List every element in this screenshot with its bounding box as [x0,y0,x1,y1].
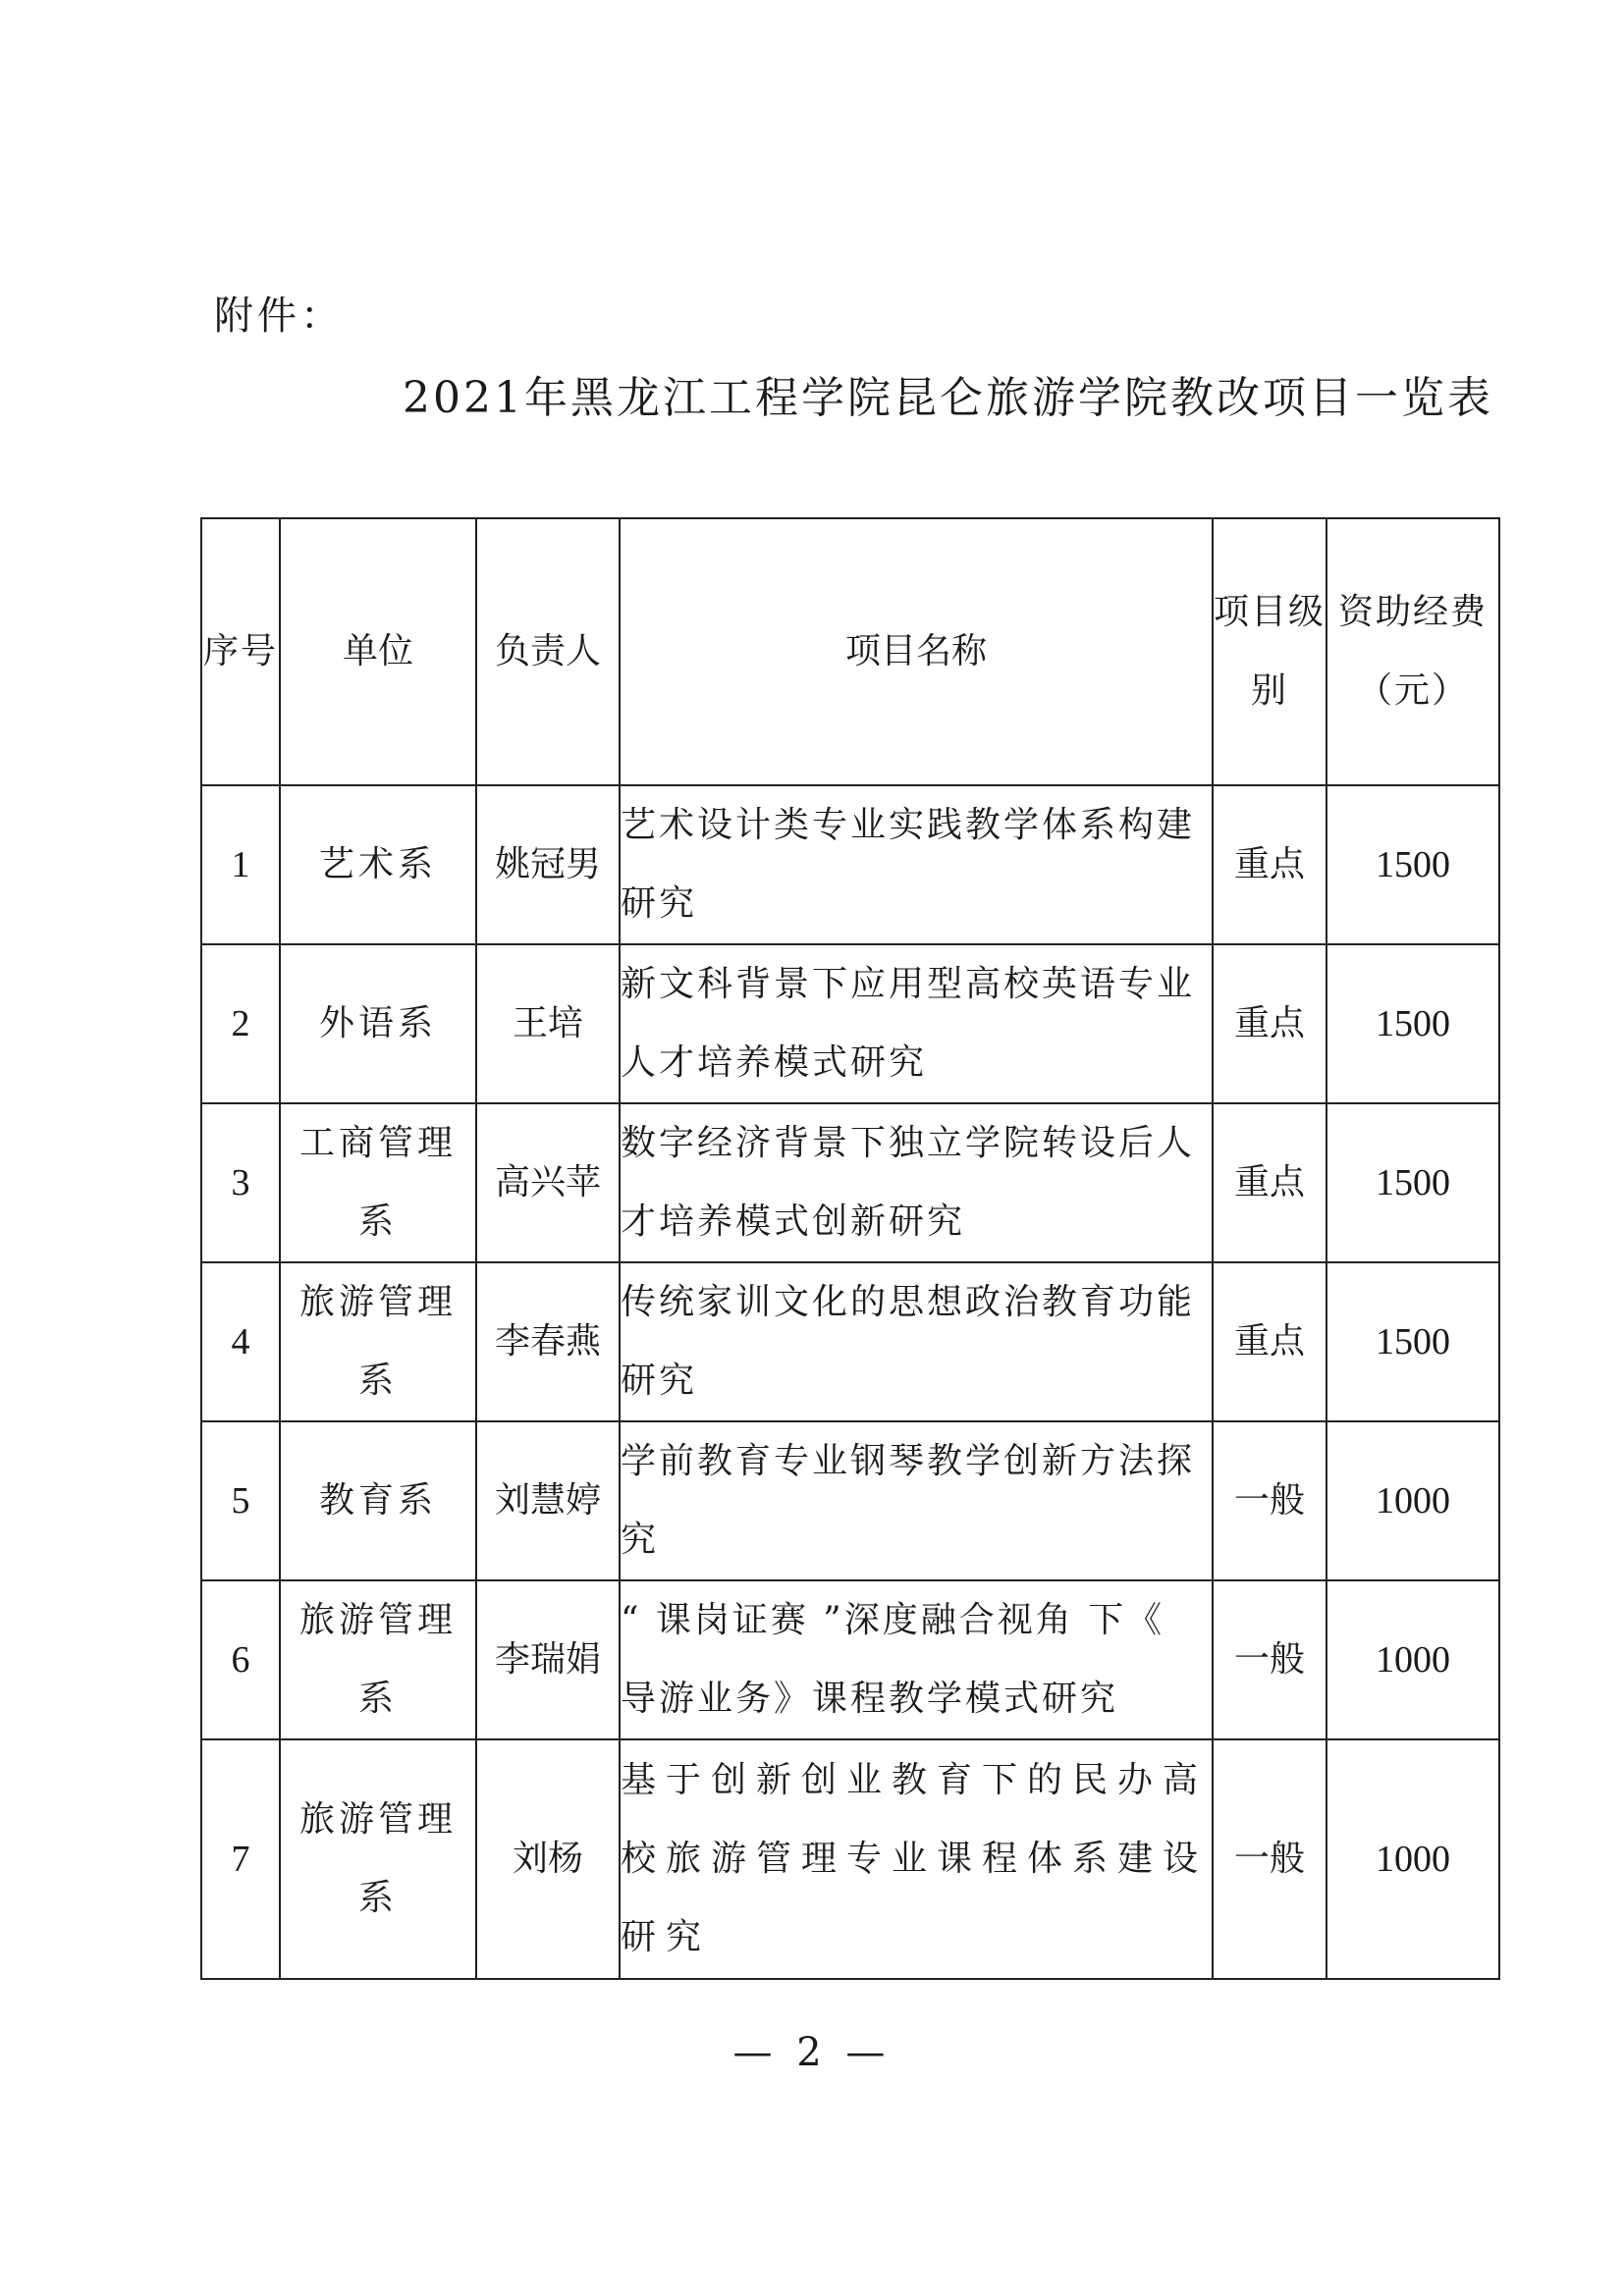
row-project-name: “ 课岗证赛 ”深度融合视角 下《 导游业务》课程教学模式研究 [620,1580,1213,1739]
row-leader: 高兴苹 [476,1103,620,1262]
row-unit: 外语系 [280,944,476,1103]
row-project-name: 基于创新创业教育下的民办高校旅游管理专业课程体系建设研究 [620,1739,1213,1979]
row-funding: 1500 [1326,1103,1499,1262]
table-row [201,1421,1499,1580]
row-leader: 姚冠男 [476,785,620,944]
table-row [201,1580,1499,1739]
row-funding: 1000 [1326,1580,1499,1739]
row-level: 重点 [1213,1103,1326,1262]
row-index: 1 [201,785,280,944]
row-funding: 1000 [1326,1739,1499,1979]
row-index: 7 [201,1739,280,1979]
row-index: 4 [201,1262,280,1421]
row-funding: 1500 [1326,1262,1499,1421]
header-index: 序号 [201,518,280,785]
header-project-name: 项目名称 [620,518,1213,785]
table-row [201,944,1499,1103]
row-unit: 旅游管理系 [280,1262,476,1421]
page-number: — 2 — [732,2030,892,2075]
row-project-name: 学前教育专业钢琴教学创新方法探究 [620,1421,1213,1580]
row-level: 一般 [1213,1421,1326,1580]
row-funding: 1000 [1326,1421,1499,1580]
row-project-name: 传统家训文化的思想政治教育功能研究 [620,1262,1213,1421]
row-index: 6 [201,1580,280,1739]
project-table [200,517,1500,1980]
row-project-name: 新文科背景下应用型高校英语专业人才培养模式研究 [620,944,1213,1103]
table-row [201,1262,1499,1421]
row-project-name: 艺术设计类专业实践教学体系构建研究 [620,785,1213,944]
row-funding: 1500 [1326,944,1499,1103]
header-funding: 资助经费（元） [1326,518,1499,785]
row-level: 一般 [1213,1739,1326,1979]
row-leader: 刘杨 [476,1739,620,1979]
header-leader: 负责人 [476,518,620,785]
table-header-row [201,518,1499,785]
row-level: 重点 [1213,785,1326,944]
row-leader: 李瑞娟 [476,1580,620,1739]
row-index: 5 [201,1421,280,1580]
row-index: 3 [201,1103,280,1262]
row-index: 2 [201,944,280,1103]
header-level: 项目级别 [1213,518,1326,785]
row-unit: 旅游管理系 [280,1580,476,1739]
row-leader: 王培 [476,944,620,1103]
row-level: 一般 [1213,1580,1326,1739]
row-leader: 李春燕 [476,1262,620,1421]
table-row [201,785,1499,944]
row-unit: 艺术系 [280,785,476,944]
row-funding: 1500 [1326,785,1499,944]
row-leader: 刘慧婷 [476,1421,620,1580]
row-unit: 工商管理系 [280,1103,476,1262]
row-unit: 教育系 [280,1421,476,1580]
row-level: 重点 [1213,944,1326,1103]
table-row [201,1739,1499,1979]
row-unit: 旅游管理系 [280,1739,476,1979]
row-project-name: 数字经济背景下独立学院转设后人才培养模式创新研究 [620,1103,1213,1262]
row-level: 重点 [1213,1262,1326,1421]
header-unit: 单位 [280,518,476,785]
table-row [201,1103,1499,1262]
document-title: 2021年黑龙江工程学院昆仑旅游学院教改项目一览表 [403,373,1493,423]
attachment-label: 附件： [214,294,344,339]
